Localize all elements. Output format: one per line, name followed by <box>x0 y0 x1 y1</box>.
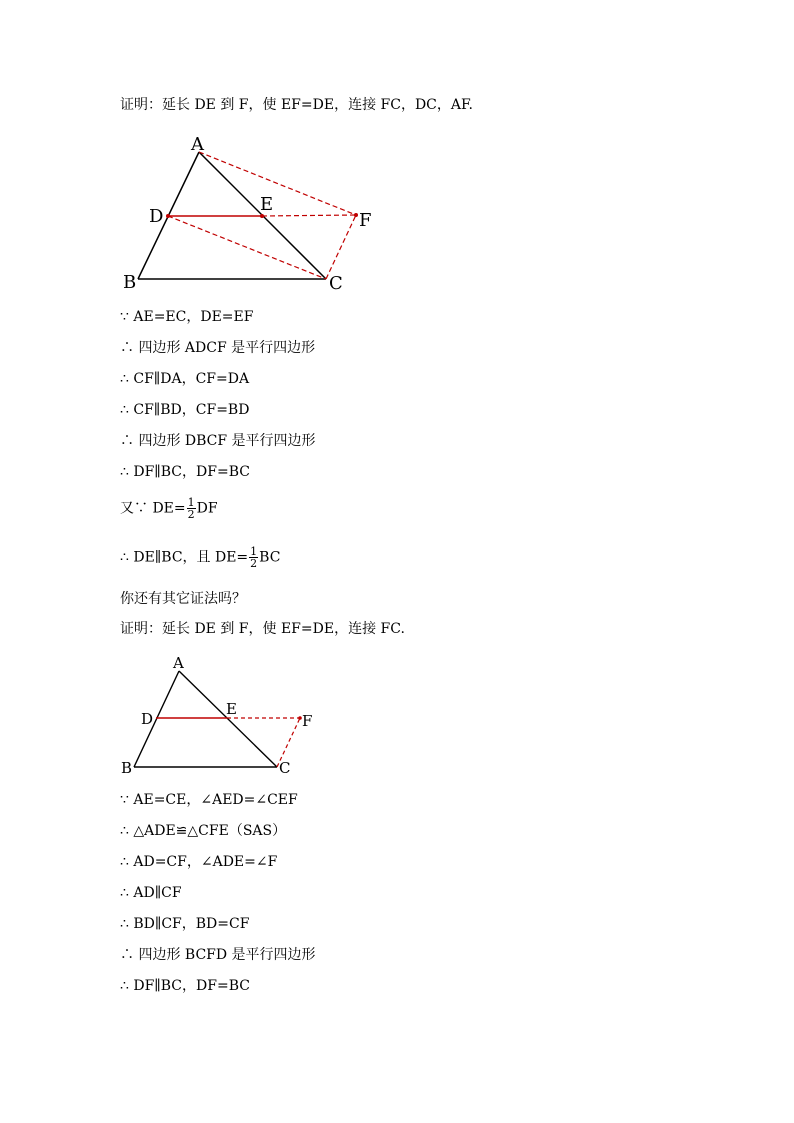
conclusion-prefix: ∴ DE∥BC，且 DE= <box>120 549 249 566</box>
proof2-step-5: ∴ BD∥CF，BD=CF <box>120 916 250 932</box>
proof2-step-7: ∴ DF∥BC，DF=BC <box>120 978 250 994</box>
label-a: A <box>173 654 184 672</box>
label-e: E <box>226 700 237 718</box>
proof1-step-6: ∴ DF∥BC，DF=BC <box>120 464 250 480</box>
conclusion-suffix: BC <box>259 549 281 566</box>
proof1-step-2: ∴ 四边形 ADCF 是平行四边形 <box>120 340 316 356</box>
proof1-conclusion <box>120 546 280 569</box>
segment-af-dashed <box>199 152 356 215</box>
label-a: A <box>191 134 204 155</box>
segment-ac <box>179 671 277 767</box>
proof1-step-4: ∴ CF∥BD，CF=BD <box>120 402 250 418</box>
proof1-de-half-df <box>120 497 218 520</box>
label-f: F <box>302 712 313 730</box>
proof2-step-2: ∴ △ADE≌△CFE（SAS） <box>120 823 287 839</box>
label-d: D <box>149 206 164 227</box>
proof1-step-5: ∴ 四边形 DBCF 是平行四边形 <box>120 433 316 449</box>
proof2-step-1: ∵ AE=CE，∠AED=∠CEF <box>120 792 298 808</box>
figure2-triangle-diagram <box>115 650 325 780</box>
point-d <box>166 214 170 218</box>
proof2-intro: 证明：延长 DE 到 F，使 EF=DE，连接 FC. <box>120 621 405 637</box>
label-d: D <box>141 710 154 728</box>
point-f <box>354 213 358 217</box>
segment-cf-dashed <box>326 215 356 279</box>
proof1-step-1: ∵ AE=EC，DE=EF <box>120 309 254 325</box>
fraction-one-half: $\frac{1}{2}$ <box>187 496 195 521</box>
de-half-prefix: 又∵ DE= <box>120 500 186 517</box>
figure1-triangle-diagram <box>115 127 375 297</box>
proof2-step-3: ∴ AD=CF，∠ADE=∠F <box>120 854 278 870</box>
other-proof-question: 你还有其它证法吗？ <box>120 591 246 607</box>
segment-ef-dashed <box>262 215 356 216</box>
proof2-step-6: ∴ 四边形 BCFD 是平行四边形 <box>120 947 316 963</box>
fraction-one-half: $\frac{1}{2}$ <box>250 545 258 570</box>
proof1-intro: 证明：延长 DE 到 F，使 EF=DE，连接 FC，DC，AF. <box>120 97 473 113</box>
label-b: B <box>123 272 137 293</box>
label-f: F <box>359 210 372 231</box>
label-b: B <box>121 759 133 777</box>
label-c: C <box>329 273 343 294</box>
label-c: C <box>279 759 291 777</box>
segment-dc-dashed <box>168 216 326 279</box>
de-half-suffix: DF <box>196 500 218 517</box>
proof1-step-3: ∴ CF∥DA，CF=DA <box>120 371 250 387</box>
label-e: E <box>260 194 274 215</box>
proof2-step-4: ∴ AD∥CF <box>120 885 182 901</box>
